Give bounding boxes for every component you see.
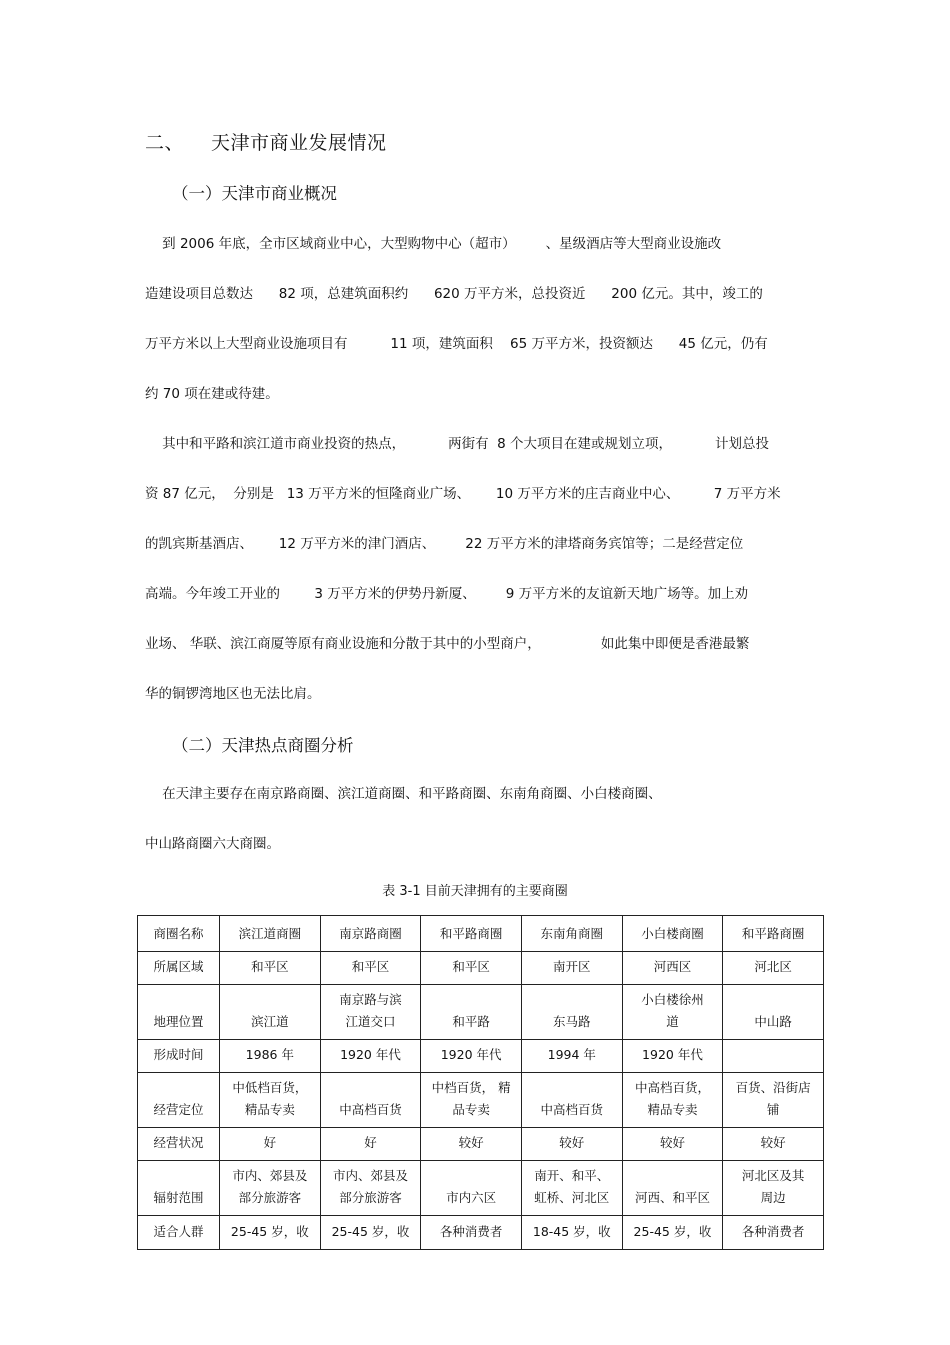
cell-text: 1986 年 xyxy=(245,1047,294,1062)
row-header-cell: 商圈名称 xyxy=(138,916,220,952)
table-cell xyxy=(622,916,723,952)
cell-text: 周边 xyxy=(760,1190,786,1205)
cell-text: 较好 xyxy=(659,1135,685,1150)
cell-text: 市内、郊县及 xyxy=(332,1168,408,1183)
table-cell xyxy=(622,1040,723,1073)
table-row xyxy=(138,1073,824,1128)
row-header-cell: 经营定位 xyxy=(138,1073,220,1128)
cell-text: 1920 年代 xyxy=(642,1047,703,1062)
table-cell xyxy=(622,1073,723,1128)
paragraph-line: 到 2006 年底，全市区域商业中心，大型购物中心（超市） 、星级酒店等大型商业设施改 xyxy=(145,236,722,252)
cell-text: 18-45 岁，收 xyxy=(532,1224,611,1239)
table-cell xyxy=(622,952,723,985)
table-cell xyxy=(421,1216,522,1250)
cell-text: 市内六区 xyxy=(446,1190,497,1205)
cell-text: 和平路商圈 xyxy=(439,926,503,941)
paragraph-line: 华的铜锣湾地区也无法比肩。 xyxy=(145,686,321,702)
cell-text: 较好 xyxy=(458,1135,484,1150)
cell-text: 各种消费者 xyxy=(741,1224,805,1239)
table-cell xyxy=(220,1128,321,1161)
table-cell xyxy=(723,1040,824,1073)
table-row xyxy=(138,1040,824,1073)
table-cell xyxy=(521,1161,622,1216)
cell-text: 25-45 岁，收 xyxy=(230,1224,309,1239)
cell-text: 河北区及其 xyxy=(741,1168,805,1183)
table-row xyxy=(138,1128,824,1161)
cell-text: 小白楼徐州 xyxy=(641,992,704,1007)
cell-text: 各种消费者 xyxy=(439,1224,503,1239)
row-header-cell: 地理位置 xyxy=(138,985,220,1040)
heading-1 xyxy=(145,128,387,155)
section-2-title: （二）天津热点商圈分析 xyxy=(172,736,354,755)
table-cell xyxy=(521,1128,622,1161)
table-caption: 表 3-1 目前天津拥有的主要商圈 xyxy=(382,884,568,899)
table-row xyxy=(138,952,824,985)
cell-text: 南京路与滨 xyxy=(339,992,402,1007)
cell-text: 南开、和平、 xyxy=(534,1168,610,1183)
cell-text: 1920 年代 xyxy=(340,1047,401,1062)
table-cell xyxy=(521,985,622,1040)
cell-text: 南开区 xyxy=(553,959,591,974)
cell-text: 中高档百货 xyxy=(339,1102,402,1117)
table-cell xyxy=(421,1040,522,1073)
table-cell xyxy=(723,916,824,952)
cell-text: 中档百货， 精 xyxy=(431,1080,511,1095)
cell-text: 百货、沿街店 xyxy=(735,1080,811,1095)
table-row xyxy=(138,1161,824,1216)
table-cell xyxy=(723,1073,824,1128)
cell-text: 好 xyxy=(263,1135,277,1150)
paragraph-line: 中山路商圈六大商圈。 xyxy=(145,836,280,852)
table-cell xyxy=(421,916,522,952)
row-header-cell: 形成时间 xyxy=(138,1040,220,1073)
table-cell xyxy=(220,1040,321,1073)
table-cell xyxy=(622,1161,723,1216)
cell-text: 滨江道商圈 xyxy=(238,926,302,941)
cell-text: 江道交口 xyxy=(345,1014,396,1029)
table-cell xyxy=(622,1128,723,1161)
table-cell xyxy=(320,1073,421,1128)
cell-text: 和平区 xyxy=(452,959,490,974)
cell-text: 部分旅游客 xyxy=(339,1190,402,1205)
table-cell xyxy=(521,1040,622,1073)
table-row xyxy=(138,1216,824,1250)
cell-text: 中高档百货 xyxy=(540,1102,604,1117)
table-cell xyxy=(421,1161,522,1216)
cell-text: 南京路商圈 xyxy=(339,926,402,941)
paragraph-line: 的凯宾斯基酒店、 12 万平方米的津门酒店、 22 万平方米的津塔商务宾馆等；二是经营定位 xyxy=(145,536,744,552)
paragraph-line: 在天津主要存在南京路商圈、滨江道商圈、和平路商圈、东南角商圈、小白楼商圈、 xyxy=(145,786,662,802)
cell-text: 和平区 xyxy=(251,959,289,974)
row-header-cell: 所属区域 xyxy=(138,952,220,985)
table-cell xyxy=(622,1216,723,1250)
paragraph-line: 其中和平路和滨江道市商业投资的热点， 两街有 8 个大项目在建或规划立项， 计划总投 xyxy=(145,436,769,452)
cell-text: 市内、郊县及 xyxy=(232,1168,308,1183)
cell-text: 东马路 xyxy=(553,1014,591,1029)
cell-text: 部分旅游客 xyxy=(238,1190,302,1205)
table-cell xyxy=(521,916,622,952)
cell-text: 滨江道 xyxy=(251,1014,289,1029)
heading-1-number: 二、 xyxy=(145,132,185,154)
row-header-cell: 经营状况 xyxy=(138,1128,220,1161)
section-1-title: （一）天津市商业概况 xyxy=(172,184,337,203)
cell-text: 较好 xyxy=(760,1135,786,1150)
cell-text: 虹桥、河北区 xyxy=(534,1190,610,1205)
row-header-cell: 辐射范围 xyxy=(138,1161,220,1216)
cell-text: 精品专卖 xyxy=(244,1102,295,1117)
table-cell xyxy=(320,952,421,985)
paragraph-line: 造建设项目总数达 82 项，总建筑面积约 620 万平方米，总投资近 200 亿元。其中，竣工的 xyxy=(145,286,763,302)
table-row xyxy=(138,985,824,1040)
table-cell xyxy=(521,1073,622,1128)
cell-text: 精品专卖 xyxy=(647,1102,698,1117)
table-cell xyxy=(320,1128,421,1161)
cell-text: 河西、和平区 xyxy=(634,1190,710,1205)
row-header-cell: 适合人群 xyxy=(138,1216,220,1250)
table-cell xyxy=(320,985,421,1040)
cell-text: 河西区 xyxy=(653,959,692,974)
cell-text: 25-45 岁，收 xyxy=(633,1224,712,1239)
table-cell xyxy=(421,952,522,985)
cell-text: 品专卖 xyxy=(452,1102,490,1117)
table-cell xyxy=(421,985,522,1040)
table-cell xyxy=(320,1161,421,1216)
cell-text: 和平路商圈 xyxy=(741,926,805,941)
table-cell xyxy=(521,1216,622,1250)
cell-text: 1994 年 xyxy=(547,1047,596,1062)
table-cell xyxy=(723,952,824,985)
table-cell xyxy=(521,952,622,985)
paragraph-line: 资 87 亿元， 分别是 13 万平方米的恒隆商业广场、 10 万平方米的庄吉商业中心、 7 万平方米 xyxy=(145,486,781,502)
table-cell xyxy=(320,916,421,952)
table-cell xyxy=(220,1161,321,1216)
table-cell xyxy=(220,1073,321,1128)
cell-text: 小白楼商圈 xyxy=(641,926,704,941)
cell-text: 河北区 xyxy=(754,959,792,974)
business-district-table xyxy=(137,915,824,1250)
paragraph-line: 高端。今年竣工开业的 3 万平方米的伊势丹新厦、 9 万平方米的友谊新天地广场等。加上劝 xyxy=(145,586,749,602)
paragraph-line: 约 70 项在建或待建。 xyxy=(145,386,279,402)
table-cell xyxy=(723,1128,824,1161)
table-cell xyxy=(220,985,321,1040)
cell-text: 较好 xyxy=(559,1135,585,1150)
table-cell xyxy=(421,1073,522,1128)
cell-text: 和平区 xyxy=(351,959,390,974)
cell-text: 铺 xyxy=(766,1102,780,1117)
cell-text: 东南角商圈 xyxy=(540,926,604,941)
table-cell xyxy=(723,1161,824,1216)
cell-text: 中山路 xyxy=(754,1014,792,1029)
table-cell xyxy=(220,916,321,952)
cell-text: 中高档百货， xyxy=(634,1080,710,1095)
table-cell xyxy=(320,1040,421,1073)
cell-text: 好 xyxy=(364,1135,377,1150)
paragraph-line: 万平方米以上大型商业设施项目有 11 项，建筑面积 65 万平方米，投资额达 45 亿元，仍有 xyxy=(145,336,768,352)
cell-text: 和平路 xyxy=(452,1014,490,1029)
cell-text: 1920 年代 xyxy=(440,1047,502,1062)
paragraph-line: 业场、 华联、滨江商厦等原有商业设施和分散于其中的小型商户， 如此集中即便是香港最繁 xyxy=(145,636,750,652)
table-cell xyxy=(320,1216,421,1250)
table-cell xyxy=(220,1216,321,1250)
heading-1-title: 天津市商业发展情况 xyxy=(211,132,387,154)
table-cell xyxy=(220,952,321,985)
cell-text: 25-45 岁，收 xyxy=(331,1224,410,1239)
cell-text: 道 xyxy=(666,1014,679,1029)
table-cell xyxy=(622,985,723,1040)
cell-text: 中低档百货， xyxy=(232,1080,308,1095)
table-row xyxy=(138,916,824,952)
table-cell xyxy=(723,985,824,1040)
table-cell xyxy=(723,1216,824,1250)
table-cell xyxy=(421,1128,522,1161)
